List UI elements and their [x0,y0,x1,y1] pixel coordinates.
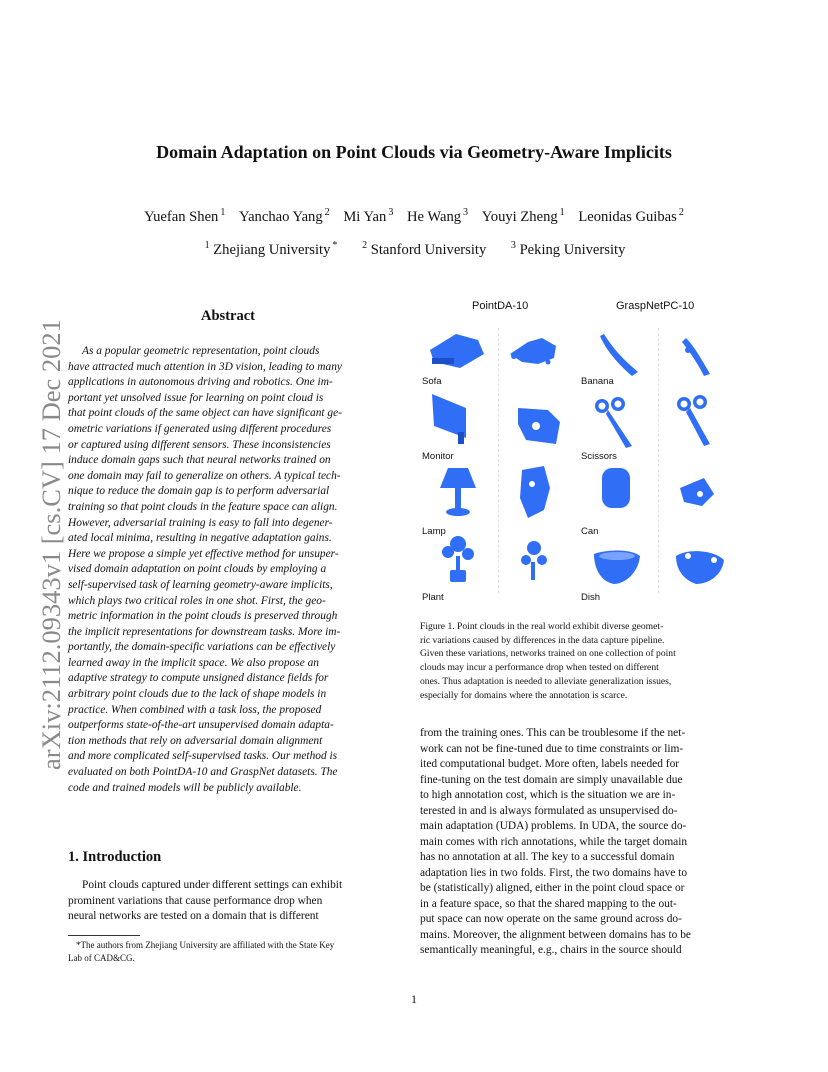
abstract-line: training so that point clouds in the feature space can align. [68,500,338,513]
figure-label: Lamp [422,526,446,537]
affiliation: $^3$ Peking University [510,240,626,258]
abstract-line: ometric variations if generated using different procedures [68,422,332,435]
point-cloud-scissors [595,397,632,448]
abstract-line: learned away in the implicit space. We also propose an [68,656,319,669]
introduction-body [68,878,388,925]
figure-label: Dish [581,592,601,603]
figure-label: Scissors [581,451,617,462]
footnote-line: *The authors from Zhejiang University are affiliated with the State Key [76,940,335,950]
abstract-heading: Abstract [201,308,255,324]
point-cloud-plant-target [521,541,547,580]
intro-line: neural networks are tested on a domain that is different [68,910,319,923]
point-cloud-renders [418,298,740,610]
abstract-line: the implicit representations for downstream tasks. More im- [68,625,341,638]
caption-line: ones. Thus adaptation is needed to alleviate generalization issues, [420,675,672,687]
abstract-line: tion methods that rely on adversarial domain alignment [68,734,323,747]
point-cloud-banana [600,334,638,376]
footnote [68,939,388,964]
point-cloud-dish-target [676,551,724,584]
abstract-line: Here we propose a simple yet effective method for unsuper- [68,547,339,560]
point-cloud-lamp-target [520,466,550,518]
figure-title-pointda: PointDA-10 [472,300,529,312]
abstract-body [68,344,388,796]
intro-line: Point clouds captured under different settings can exhibit [82,879,343,891]
page-number: 1 [411,992,417,1006]
figure-label: Banana [581,376,614,387]
body-line: mains. Moreover, the alignment between domains has to be [420,928,691,941]
caption-line: especially for domains where the annotation is scarce. [420,689,628,701]
body-line: semantically meaningful, e.g., chairs in the source should [420,944,682,956]
affiliation-list [0,240,828,259]
point-cloud-dish [594,551,640,585]
abstract-line: induce domain gaps such that neural networks trained on [68,454,331,467]
abstract-line: portantly, the domain-specific variations can be effectively [68,641,336,654]
abstract-line: and more complicated self-supervised tasks. Our method is [68,750,338,763]
figure-1-caption [420,620,738,702]
abstract-line: portant yet unsolved issue for learning on point cloud is [68,391,324,404]
point-cloud-sofa-target [510,338,556,365]
abstract-line: one domain may fail to generalize on others. A typical tech- [68,469,341,482]
body-line: be (statistically) aligned, either in the point cloud space or [420,882,685,894]
caption-line: Given these variations, networks trained on one collection of point [420,648,676,660]
body-line: main adaptation (UDA) problems. In UDA, the source do- [420,820,687,832]
abstract-line: that point clouds of the same object can have significant ge- [68,407,342,420]
abstract-line: code and trained models will be publicly available. [68,781,302,794]
body-line: main comes with rich annotations, while the target domain [420,835,688,848]
point-cloud-sofa [430,334,484,368]
point-cloud-monitor [432,394,466,444]
abstract-line: vised domain adaptation on point clouds by employing a [68,563,327,576]
figure-label: Monitor [422,451,454,462]
abstract-line: metric information in the point clouds is preserved through [68,610,338,623]
abstract-line: arbitrary point clouds due to the lack of shape models in [68,688,327,701]
figure-title-graspnet: GraspNetPC-10 [616,300,695,312]
body-line: in a feature space, so that the shared mapping to the out- [420,897,677,910]
body-line: has no annotation at all. The key to a successful domain [420,851,675,863]
body-line: terested in and is always formulated as unsupervised do- [420,804,678,817]
point-cloud-can [602,468,630,508]
abstract-line: ated local minima, resulting in negative adaptation gains. [68,532,332,545]
point-cloud-can-target [680,478,714,506]
abstract-line: As a popular geometric representation, point clouds [82,345,320,357]
abstract-line: However, adversarial training is easy to fall into degener- [68,516,333,529]
abstract-line: adaptive strategy to compute unsigned distance fields for [68,672,329,685]
abstract-line: evaluated on both PointDA-10 and GraspNet datasets. The [68,766,338,779]
paper-title: Domain Adaptation on Point Clouds via Geometry-Aware Implicits [156,142,672,162]
author-list [0,207,828,226]
right-column-body [420,726,738,959]
point-cloud-monitor-target [518,408,560,444]
body-line: work can not be fine-tuned due to time constraints or lim- [420,742,684,755]
intro-line: prominent variations that cause performance drop when [68,894,323,907]
point-cloud-lamp [440,468,476,516]
point-cloud-scissors-target [677,395,710,446]
abstract-line: nique to reduce the domain gap is to perform adversarial [68,485,330,498]
body-line: put space can now operate on the same ground across do- [420,913,682,925]
abstract-line: which plays two critical roles in one shot. First, the geo- [68,594,326,607]
caption-line: ric variations caused by differences in the data capture pipeline. [420,634,665,646]
footnote-rule [68,935,140,936]
figure-1 [418,298,740,610]
figure-label: Plant [422,592,444,603]
abstract-line: outperforms state-of-the-art unsupervised domain adapta- [68,719,334,732]
affiliation: $^1$ Zhejiang University * [204,240,338,258]
abstract-line: have attracted much attention in 3D vision, leading to many [68,360,342,373]
author: Yuefan Shen $^1$ [144,207,226,225]
author: Youyi Zheng $^1$ [481,207,565,225]
author: Mi Yan $^3$ [343,207,394,225]
abstract-line: practice. When combined with a task loss, the proposed [68,703,322,716]
footnote-line: Lab of CAD&CG. [68,952,135,963]
abstract-line: self-supervised task of learning geometry-aware implicits, [68,578,333,591]
body-line: ited computational budget. More often, labels needed for [420,758,680,770]
author: He Wang $^3$ [406,207,469,225]
arxiv-stamp: arXiv:2112.09343v1 [cs.CV] 17 Dec 2021 [36,319,66,770]
point-cloud-plant [442,536,474,582]
body-line: adaptation lies in two folds. First, the two domains have to [420,866,688,879]
author: Yanchao Yang $^2$ [239,207,330,225]
body-line: to high annotation cost, which is the situation we are in- [420,789,676,801]
section-heading-introduction: 1. Introduction [68,849,162,865]
abstract-line: or captured using different sensors. These inconsistencies [68,438,331,451]
figure-label: Can [581,526,599,537]
caption-line: clouds may incur a performance drop when tested on different [420,662,659,674]
caption-line: Figure 1. Point clouds in the real world exhibit diverse geomet- [420,621,664,632]
body-line: fine-tuning on the test domain are simply unavailable due [420,773,683,786]
point-cloud-banana-target [682,338,710,376]
figure-label: Sofa [422,376,442,387]
author: Leonidas Guibas $^2$ [578,207,684,225]
body-line: from the training ones. This can be troublesome if the net- [420,727,686,739]
affiliation: $^2$ Stanford University [362,240,487,258]
abstract-line: applications in autonomous driving and robotics. One im- [68,376,333,389]
